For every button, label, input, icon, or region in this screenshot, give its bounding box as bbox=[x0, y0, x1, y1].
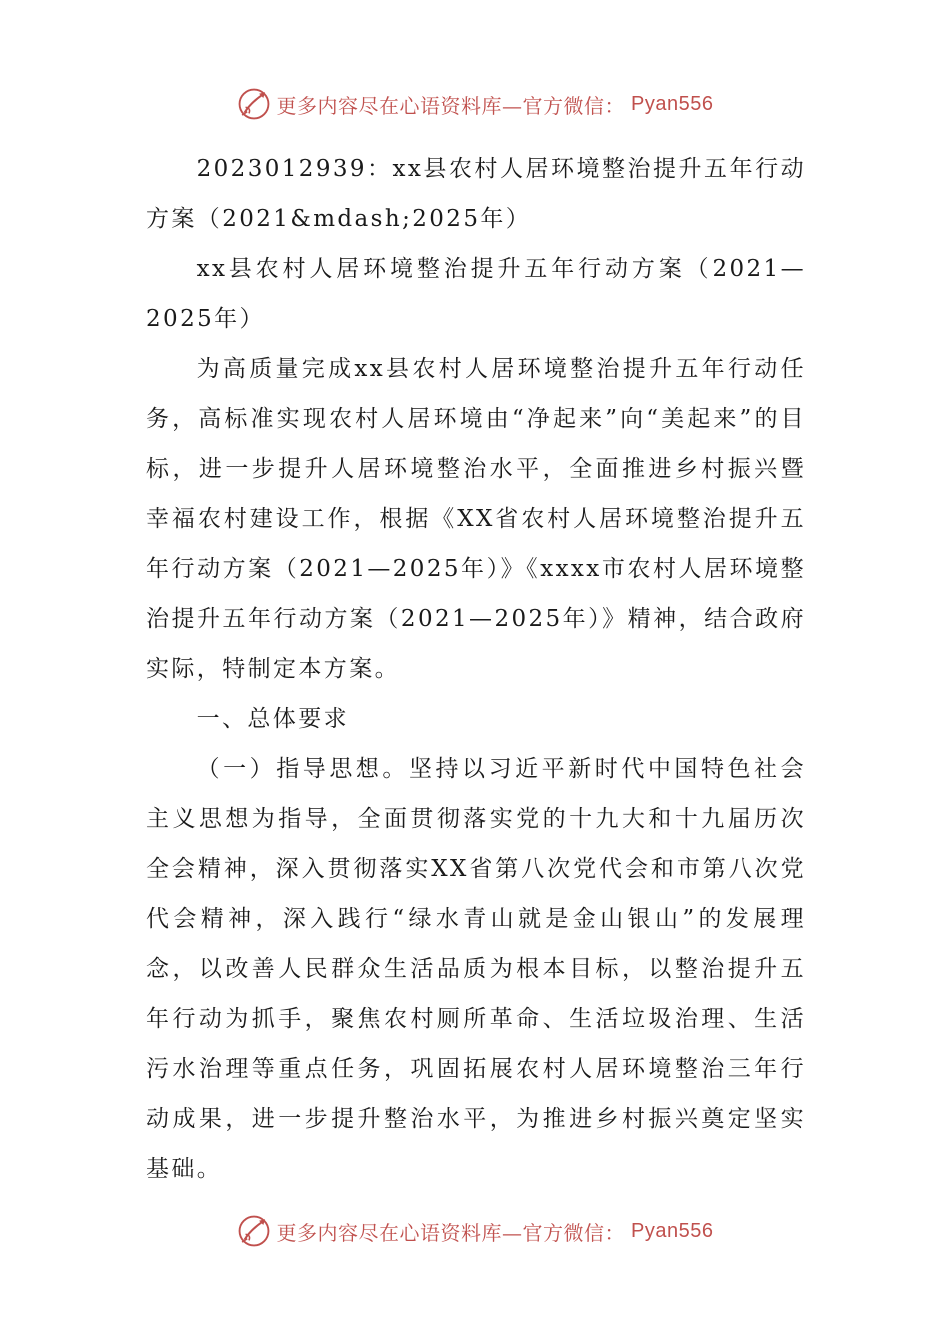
document-body bbox=[146, 144, 806, 1194]
guiding-thought-paragraph: （一）指导思想。坚持以习近平新时代中国特色社会主义思想为指导，全面贯彻落实党的十九大和十九届历次全会精神，深入贯彻落实XX省第八次党代会和市第八次党代会精神，深入践行“绿水青山就是金山银山”的发展理念，以改善人民群众生活品质为根本目标，以整治提升五年行动为抓手，聚焦农村厕所革命、生活垃圾治理、生活污水治理等重点任务，巩固拓展农村人居环境整治三年行动成果，进一步提升整治水平，为推进乡村振兴奠定坚实基础。 bbox=[146, 756, 806, 1182]
pen-logo-icon bbox=[237, 1214, 271, 1248]
watermark-brand: Pyan556 bbox=[631, 1219, 714, 1242]
watermark-brand: Pyan556 bbox=[631, 92, 714, 115]
document-title: xx县农村人居环境整治提升五年行动方案（2021—2025年） bbox=[146, 256, 806, 332]
watermark-text: 更多内容尽在心语资料库—官方微信： bbox=[276, 93, 626, 118]
section-heading: 一、总体要求 bbox=[196, 706, 349, 732]
intro-paragraph: 为高质量完成xx县农村人居环境整治提升五年行动任务，高标准实现农村人居环境由“净起来”向“美起来”的目标，进一步提升人居环境整治水平，全面推进乡村振兴暨幸福农村建设工作，根据《XX省农村人居环境整治提升五年行动方案（2021—2025年）》《xxxx市农村人居环境整治提升五年行动方案（2021—2025年）》精神，结合政府实际，特制定本方案。 bbox=[146, 356, 806, 682]
watermark-text: 更多内容尽在心语资料库—官方微信： bbox=[276, 1220, 626, 1245]
document-heading: 2023012939：xx县农村人居环境整治提升五年行动方案（2021&mdash;2025年） bbox=[146, 156, 806, 232]
watermark-footer bbox=[0, 1211, 950, 1251]
pen-logo-icon bbox=[237, 87, 271, 121]
watermark-header bbox=[0, 84, 950, 124]
